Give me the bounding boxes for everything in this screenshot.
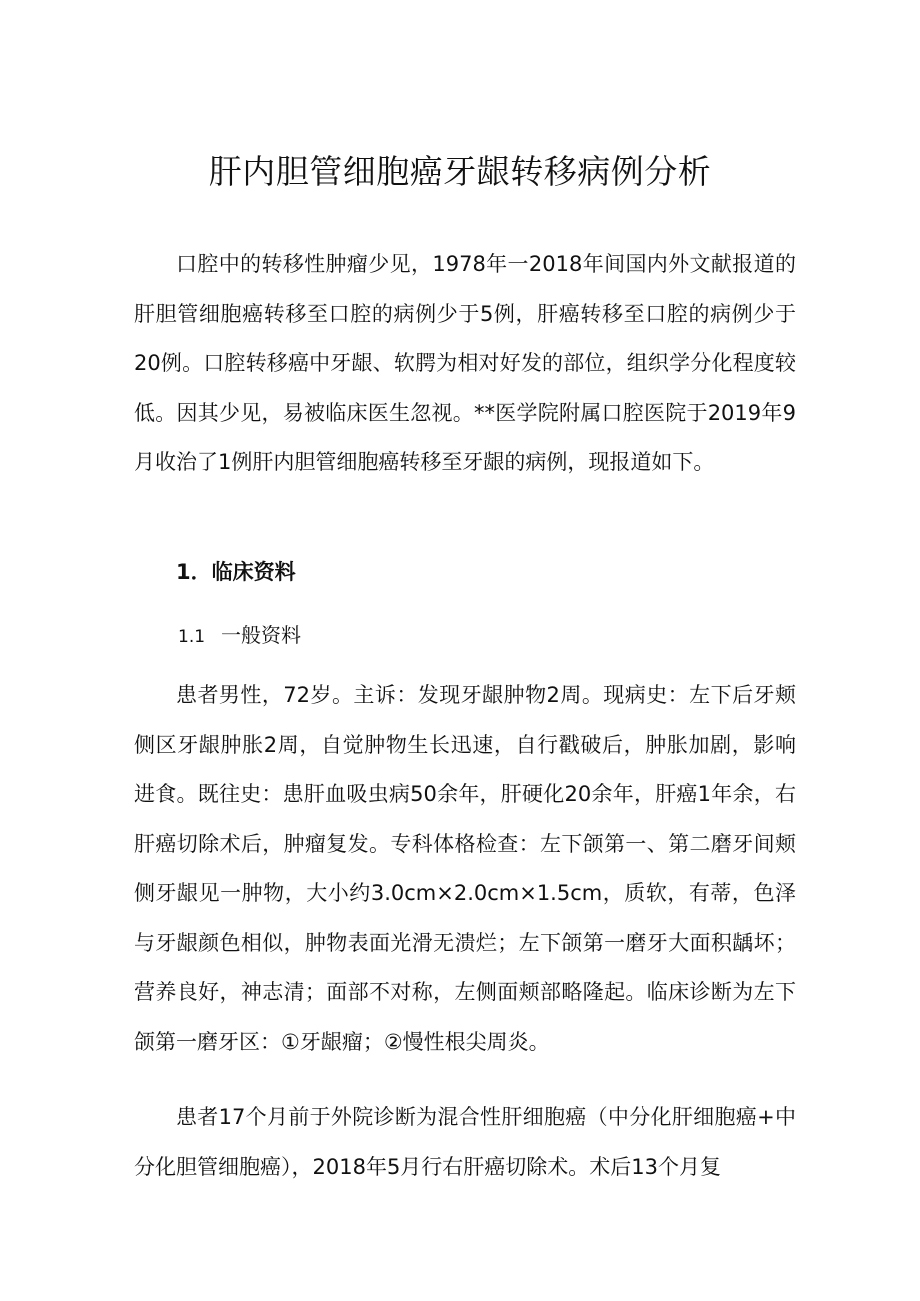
document-title: 肝内胆管细胞癌牙龈转移病例分析 xyxy=(208,152,712,191)
subsection-title: 一般资料 xyxy=(221,623,302,647)
intro-paragraph: 口腔中的转移性肿瘤少见，1978年一2018年间国内外文献报道的肝胆管细胞癌转移至口腔的病例少于5例，肝癌转移至口腔的病例少于20例。口腔转移癌中牙龈、软腭为相对好发的部位，组织学分化程度较低。因其少见，易被临床医生忽视。**医学院附属口腔医院于2019年9月收治了1例肝内胆管细胞癌转移至牙龈的病例，现报道如下。 xyxy=(134,252,796,474)
subsection-heading-general-data xyxy=(178,619,301,653)
subsection-number: 1.1 xyxy=(178,627,206,647)
case-paragraph: 患者男性，72岁。主诉：发现牙龈肿物2周。现病史：左下后牙颊侧区牙龈肿胀2周，自觉肿物生长迅速，自行戳破后，肿胀加剧，影响进食。既往史：患肝血吸虫病50余年，肝硬化20余年，肝癌1年余，右肝癌切除术后，肿瘤复发。专科体格检查：左下颌第一、第二磨牙间颊侧牙龈见一肿物，大小约3.0cm×2.0cm×1.5cm，质软，有蒂，色泽与牙龈颜色相似，肿物表面光滑无溃烂；左下颌第一磨牙大面积龋坏；营养良好，神志清；面部不对称，左侧面颊部略隆起。临床诊断为左下颌第一磨牙区：①牙龈瘤；②慢性根尖周炎。 xyxy=(134,683,796,1054)
section-heading-clinical-data: 1．临床资料 xyxy=(176,560,296,584)
history-paragraph: 患者17个月前于外院诊断为混合性肝细胞癌（中分化肝细胞癌+中分化胆管细胞癌），2018年5月行右肝癌切除术。术后13个月复 xyxy=(134,1105,796,1179)
